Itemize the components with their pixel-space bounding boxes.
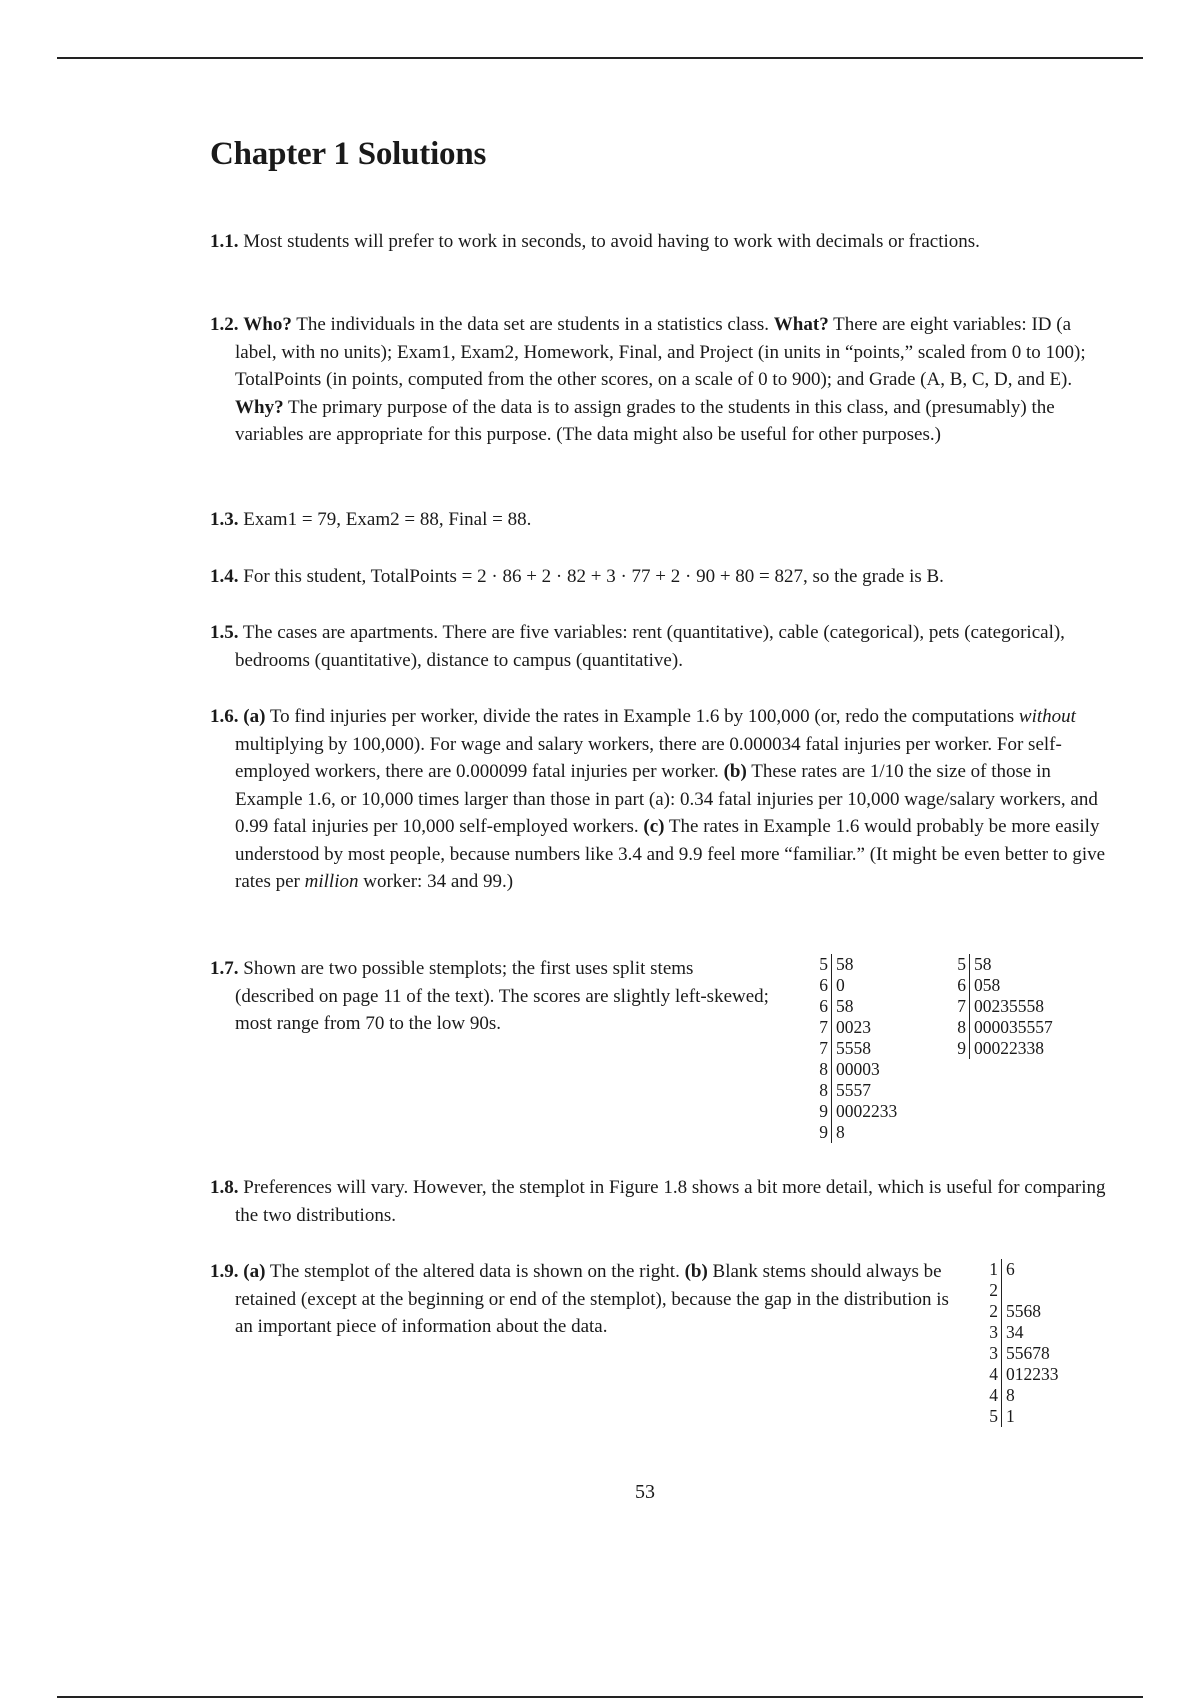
problem-number: 1.3. xyxy=(210,509,239,530)
solution-text: Exam1 = 79, Exam2 = 88, Final = 88. xyxy=(243,509,532,530)
part-b-label: (b) xyxy=(723,761,747,782)
top-rule xyxy=(57,57,1143,59)
solution-1-4 xyxy=(210,563,1115,591)
why-label: Why? xyxy=(235,396,284,418)
solution-text: There are eight variables: ID (a label, with no units); Exam1, Exam2, Homework, Final, and Project (in units in “points,” scaled from 0 to 100); TotalPoints (in points, computed from the other scores, on a scale of 0 to 900); and Grade (A, B, C, D, and E). xyxy=(235,314,1086,390)
solution-1-5 xyxy=(210,619,1115,674)
leaf-values: 0002233 xyxy=(836,1101,898,1121)
stem-value: 9 xyxy=(812,1122,832,1143)
solution-text: The stemplot of the altered data is shown on the right. xyxy=(269,1261,680,1282)
stem-value: 3 xyxy=(982,1343,1002,1364)
leaf-values: 5568 xyxy=(1006,1301,1041,1321)
solution-text: The individuals in the data set are students in a statistics class. xyxy=(296,314,770,335)
stem-value: 2 xyxy=(982,1301,1002,1322)
leaf-values: 0 xyxy=(836,975,845,995)
stemplot-single-stems xyxy=(950,954,1053,1059)
solution-text: Blank stems should always be retained (except at the beginning or end of the stemplot), because the gap in the distribution is an important piece of information about the data. xyxy=(235,1261,949,1337)
leaf-values: 58 xyxy=(836,954,854,974)
problem-number: 1.9. xyxy=(210,1261,239,1282)
stemplot-row xyxy=(950,975,1053,996)
leaf-values xyxy=(1002,1280,1006,1301)
problem-number: 1.8. xyxy=(210,1177,239,1198)
leaf-values: 00235558 xyxy=(974,996,1044,1016)
leaf-values: 058 xyxy=(974,975,1001,995)
leaf-values: 1 xyxy=(1006,1406,1015,1426)
stemplot-row xyxy=(812,1101,897,1122)
part-a-label: (a) xyxy=(243,706,266,727)
chapter-title: Chapter 1 Solutions xyxy=(210,136,487,172)
emphasis-text: without xyxy=(1018,706,1076,727)
bottom-rule xyxy=(57,1696,1143,1698)
leaf-values: 55678 xyxy=(1006,1343,1050,1363)
leaf-values: 34 xyxy=(1006,1322,1024,1342)
stemplot-row xyxy=(982,1259,1059,1280)
part-b-label: (b) xyxy=(684,1261,708,1282)
leaf-values: 8 xyxy=(1006,1385,1015,1405)
who-label: Who? xyxy=(243,314,292,335)
solution-text: Preferences will vary. However, the stemplot in Figure 1.8 shows a bit more detail, which is useful for comparing the two distributions. xyxy=(235,1177,1106,1226)
stemplot-altered-data xyxy=(982,1259,1059,1427)
stem-value: 2 xyxy=(982,1280,1002,1301)
stemplot-row xyxy=(812,1038,897,1059)
stemplot-row xyxy=(982,1364,1059,1385)
stem-value: 5 xyxy=(812,954,832,975)
stemplot-row xyxy=(982,1301,1059,1322)
stemplot-row xyxy=(982,1280,1059,1301)
stemplot-row xyxy=(812,1080,897,1101)
leaf-values: 5558 xyxy=(836,1038,871,1058)
solution-text: The primary purpose of the data is to assign grades to the students in this class, and (presumably) the variables are appropriate for this purpose. (The data might also be useful for other purposes.) xyxy=(235,396,1055,445)
stemplot-row xyxy=(950,996,1053,1017)
solution-text: To find injuries per worker, divide the rates in Example 1.6 by 100,000 (or, redo the computations xyxy=(269,706,1015,727)
solution-text: The rates in Example 1.6 would probably be more easily understood by most people, because numbers like 3.4 and 9.9 feel more “familiar.” (It might be even better to give rates per xyxy=(235,816,1106,892)
stem-value: 7 xyxy=(812,1038,832,1059)
solution-text: worker: 34 and 99.) xyxy=(363,871,514,892)
stemplot-split-stems xyxy=(812,954,897,1143)
problem-number: 1.7. xyxy=(210,958,239,979)
leaf-values: 6 xyxy=(1006,1259,1015,1279)
stem-value: 5 xyxy=(950,954,970,975)
stem-value: 4 xyxy=(982,1364,1002,1385)
solution-text: These rates are 1/10 the size of those in Example 1.6, or 10,000 times larger than those in part (a): 0.34 fatal injuries per 10,000 wage/salary workers, and 0.99 fatal injuries per 10,000 self-employed workers. xyxy=(235,761,1098,837)
stemplot-row xyxy=(982,1322,1059,1343)
stemplot-row xyxy=(982,1385,1059,1406)
stemplot-row xyxy=(950,1017,1053,1038)
solution-text: multiplying by 100,000). For wage and salary workers, there are 0.000034 fatal injuries per worker. For self-employed workers, there are 0.000099 fatal injuries per worker. xyxy=(235,733,1062,782)
stem-value: 7 xyxy=(950,996,970,1017)
solution-1-8 xyxy=(210,1174,1115,1229)
solution-text: The cases are apartments. There are five variables: rent (quantitative), cable (categorical), pets (categorical), bedrooms (quantitative), distance to campus (quantitative). xyxy=(235,622,1065,671)
problem-number: 1.4. xyxy=(210,566,239,587)
leaf-values: 000035557 xyxy=(974,1017,1053,1037)
leaf-values: 012233 xyxy=(1006,1364,1059,1384)
part-a-label: (a) xyxy=(243,1261,266,1282)
stem-value: 6 xyxy=(950,975,970,996)
stemplot-row xyxy=(812,975,897,996)
page-number: 53 xyxy=(635,1481,655,1503)
stem-value: 9 xyxy=(950,1038,970,1059)
stem-value: 9 xyxy=(812,1101,832,1122)
problem-number: 1.2. xyxy=(210,314,239,335)
emphasis-text: million xyxy=(304,871,359,892)
solution-1-2 xyxy=(210,311,1115,449)
leaf-values: 00003 xyxy=(836,1059,880,1079)
part-c-label: (c) xyxy=(643,816,665,837)
solution-text: For this student, TotalPoints = 2 · 86 + 2 · 82 + 3 · 77 + 2 · 90 + 80 = 827, so the grade is B. xyxy=(243,566,944,587)
stemplot-row xyxy=(812,1059,897,1080)
stemplot-row xyxy=(982,1343,1059,1364)
leaf-values: 58 xyxy=(974,954,992,974)
stemplot-row xyxy=(812,954,897,975)
leaf-values: 00022338 xyxy=(974,1038,1044,1058)
stem-value: 1 xyxy=(982,1259,1002,1280)
solution-1-6 xyxy=(210,703,1115,896)
stem-value: 7 xyxy=(812,1017,832,1038)
leaf-values: 0023 xyxy=(836,1017,871,1037)
stem-value: 3 xyxy=(982,1322,1002,1343)
what-label: What? xyxy=(773,314,829,335)
stemplot-row xyxy=(950,954,1053,975)
stemplot-row xyxy=(812,996,897,1017)
solution-1-9 xyxy=(210,1258,955,1341)
problem-number: 1.1. xyxy=(210,231,239,252)
solution-text: Most students will prefer to work in seconds, to avoid having to work with decimals or fractions. xyxy=(243,231,980,252)
leaf-values: 58 xyxy=(836,996,854,1016)
stemplot-row xyxy=(812,1122,897,1143)
stem-value: 8 xyxy=(812,1059,832,1080)
stemplot-row xyxy=(812,1017,897,1038)
stemplot-row xyxy=(982,1406,1059,1427)
problem-number: 1.5. xyxy=(210,622,239,643)
leaf-values: 8 xyxy=(836,1122,845,1142)
stem-value: 8 xyxy=(950,1017,970,1038)
stem-value: 5 xyxy=(982,1406,1002,1427)
problem-number: 1.6. xyxy=(210,706,239,727)
stem-value: 8 xyxy=(812,1080,832,1101)
stem-value: 6 xyxy=(812,996,832,1017)
solution-text: Shown are two possible stemplots; the first uses split stems (described on page 11 of the text). The scores are slightly left-skewed; most range from 70 to the low 90s. xyxy=(235,958,769,1034)
solution-1-3 xyxy=(210,506,1115,534)
solution-1-1 xyxy=(210,228,1115,256)
leaf-values: 5557 xyxy=(836,1080,871,1100)
stemplot-row xyxy=(950,1038,1053,1059)
solution-1-7 xyxy=(210,955,775,1038)
stem-value: 6 xyxy=(812,975,832,996)
stem-value: 4 xyxy=(982,1385,1002,1406)
